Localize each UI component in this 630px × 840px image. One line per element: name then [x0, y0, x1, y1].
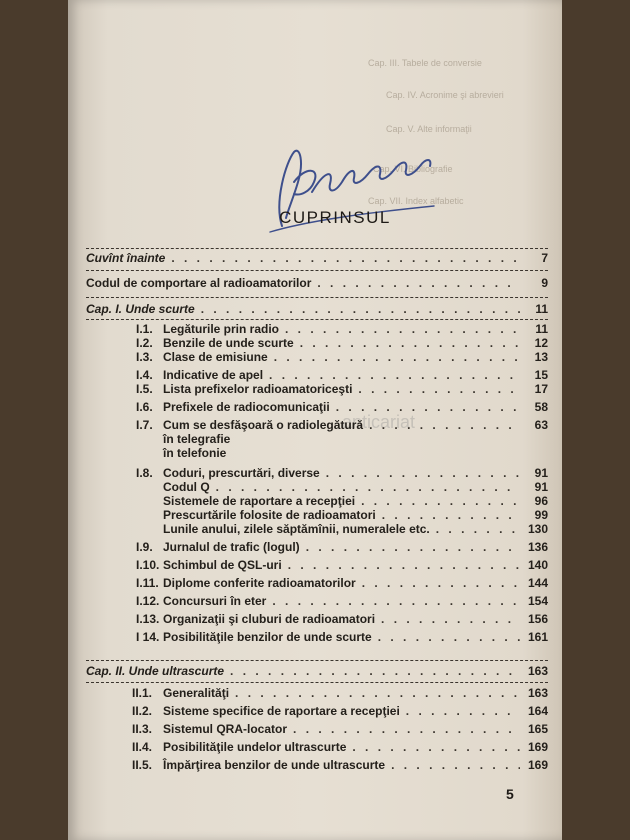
chapter-heading: Cap. II. Unde ultrascurte . . . 163	[86, 664, 548, 678]
toc-entry: I.11. Diplome conferite radioamatorilor . . . 144	[136, 576, 548, 590]
page-title: CUPRINSUL	[279, 208, 391, 227]
toc-entry: I.8. Coduri, prescurtări, diverse . . . 91	[136, 466, 548, 480]
toc-entry: II.3. Sistemul QRA-locator . . . 165	[132, 722, 548, 736]
book-page	[68, 0, 562, 840]
toc-entry: Codul de comportare al radioamatorilor . . . 9	[86, 276, 548, 290]
toc-entry: II.1. Generalităţi . . . 163	[132, 686, 548, 700]
toc-entry: II.5. Împărţirea benzilor de unde ultrascurte . . . 169	[132, 758, 548, 772]
bleed-through-line: Cap. IV. Acronime şi abrevieri	[386, 90, 504, 100]
toc-entry: I.3. Clase de emisiune . . . 13	[136, 350, 548, 364]
toc-subentry: în telefonie	[163, 446, 227, 460]
toc-entry: I.2. Benzile de unde scurte . . . 12	[136, 336, 548, 350]
toc-entry: I.6. Prefixele de radiocomunicaţii . . . 58	[136, 400, 548, 414]
toc-subentry: Lunile anului, zilele săptămînii, numeralele etc. . . . 130	[163, 522, 548, 536]
bleed-through-line: Cap. VI. Bibliografie	[373, 164, 453, 174]
table-of-contents	[68, 0, 562, 840]
toc-entry: I.7. Cum se desfăşoară o radiolegătură . . . 63	[136, 418, 548, 432]
chapter-heading: Cap. I. Unde scurte . . . 11	[86, 302, 548, 316]
toc-entry: Cuvînt înainte . . . 7	[86, 251, 548, 265]
toc-entry: II.2. Sisteme specifice de raportare a recepţiei . . . 164	[132, 704, 548, 718]
toc-entry: I.4. Indicative de apel . . . 15	[136, 368, 548, 382]
watermark: anticariat	[342, 412, 416, 432]
rule	[86, 297, 548, 298]
page-number: 5	[506, 786, 514, 802]
toc-entry: I.9. Jurnalul de trafic (logul) . . . 136	[136, 540, 548, 554]
rule	[86, 682, 548, 683]
toc-entry: I.5. Lista prefixelor radioamatoriceşti . . . 17	[136, 382, 548, 396]
bleed-through-line: Cap. III. Tabele de conversie	[368, 58, 482, 68]
rule	[86, 248, 548, 249]
toc-entry: II.4. Posibilităţile undelor ultrascurte . . . 169	[132, 740, 548, 754]
toc-entry: I.1. Legăturile prin radio . . . 11	[136, 322, 548, 336]
toc-entry: I.10. Schimbul de QSL-uri . . . 140	[136, 558, 548, 572]
toc-subentry: Prescurtările folosite de radioamatori . . . 99	[163, 508, 548, 522]
bleed-through-line: Cap. V. Alte informaţii	[386, 124, 472, 134]
toc-subentry: Codul Q . . . 91	[163, 480, 548, 494]
rule	[86, 319, 548, 320]
toc-subentry: în telegrafie	[163, 432, 231, 446]
rule	[86, 660, 548, 661]
toc-entry: I.12. Concursuri în eter . . . 154	[136, 594, 548, 608]
toc-entry: I 14. Posibilităţile benzilor de unde scurte . . . 161	[136, 630, 548, 644]
bleed-through-line: Cap. VII. Index alfabetic	[368, 196, 464, 206]
toc-entry: I.13. Organizaţii şi cluburi de radioamatori . . . 156	[136, 612, 548, 626]
toc-subentry: Sistemele de raportare a recepţiei . . . 96	[163, 494, 548, 508]
rule	[86, 270, 548, 271]
